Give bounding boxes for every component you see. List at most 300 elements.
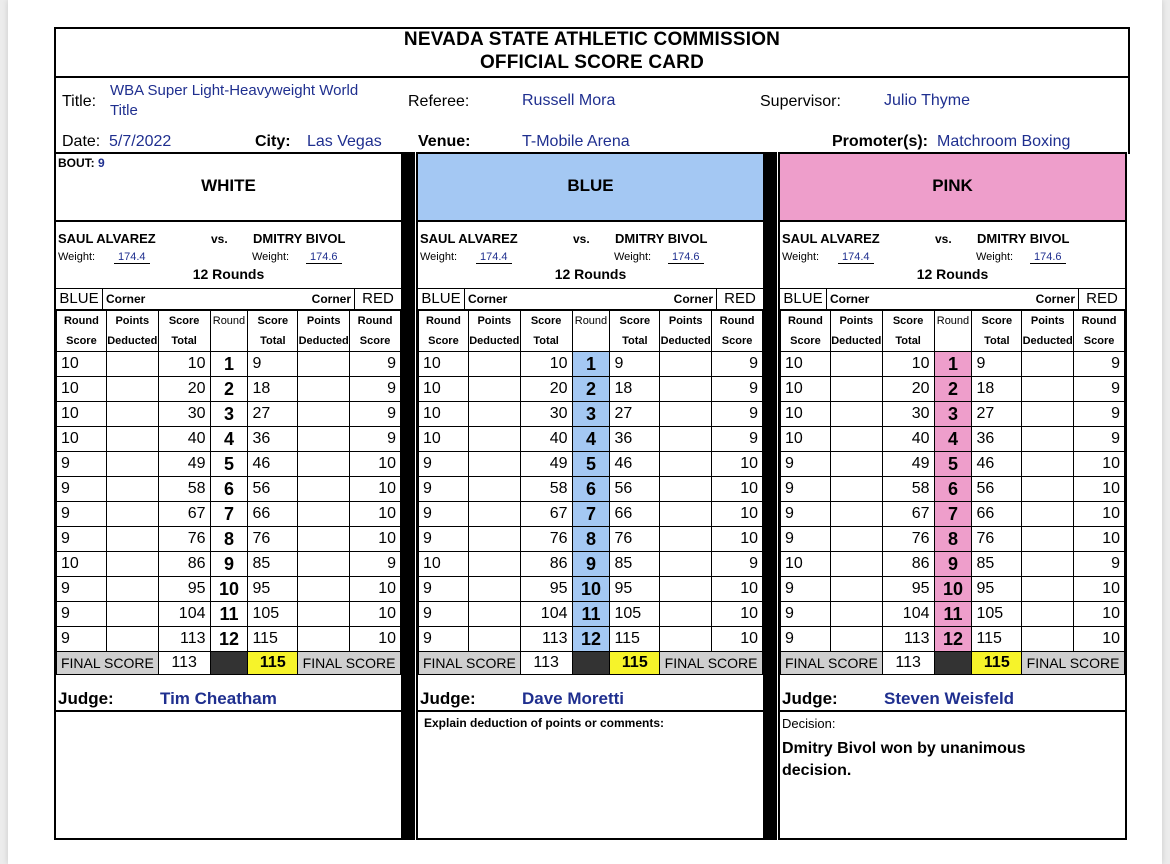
judge-name: Dave Moretti xyxy=(522,689,625,708)
red-points-deducted xyxy=(660,377,712,402)
red-points-deducted xyxy=(1022,477,1074,502)
blue-round-score: 10 xyxy=(781,352,831,377)
red-points-deducted xyxy=(1022,552,1074,577)
final-score-blue: 113 xyxy=(520,652,572,675)
red-round-score: 9 xyxy=(712,427,763,452)
color-name: PINK xyxy=(932,176,973,195)
round-number: 5 xyxy=(934,452,972,477)
supervisor-value: Julio Thyme xyxy=(884,92,970,109)
red-score-total: 105 xyxy=(610,602,660,627)
blue-corner-label: BLUE xyxy=(780,289,827,309)
round-row xyxy=(419,352,763,377)
red-points-deducted xyxy=(660,527,712,552)
blue-score-total: 104 xyxy=(520,602,572,627)
final-score-red: 115 xyxy=(248,652,298,675)
judge-name: Tim Cheatham xyxy=(160,689,277,708)
panel-divider xyxy=(403,152,415,840)
col-head: Points xyxy=(660,311,712,332)
red-score-total: 85 xyxy=(610,552,660,577)
blue-points-deducted xyxy=(830,577,882,602)
blue-score-total: 113 xyxy=(882,627,934,652)
blue-round-score: 10 xyxy=(57,402,107,427)
venue-label: Venue: xyxy=(418,133,471,150)
final-score-red: 115 xyxy=(610,652,660,675)
col-head: Deducted xyxy=(106,331,158,352)
panel-divider xyxy=(765,152,777,840)
fight-info xyxy=(54,76,1130,154)
title-value-2: Title xyxy=(110,102,138,119)
red-round-score: 10 xyxy=(350,627,401,652)
blue-points-deducted xyxy=(106,477,158,502)
red-round-score: 9 xyxy=(1074,427,1125,452)
round-number: 9 xyxy=(210,552,248,577)
round-number: 3 xyxy=(210,402,248,427)
round-number: 8 xyxy=(934,527,972,552)
blue-score-total: 49 xyxy=(158,452,210,477)
red-score-total: 95 xyxy=(248,577,298,602)
red-points-deducted xyxy=(660,477,712,502)
blue-score-total: 10 xyxy=(520,352,572,377)
blue-points-deducted xyxy=(830,527,882,552)
fighters-row xyxy=(56,228,401,250)
blue-points-deducted xyxy=(830,627,882,652)
red-round-score: 10 xyxy=(1074,452,1125,477)
blue-round-score: 9 xyxy=(57,452,107,477)
red-points-deducted xyxy=(298,477,350,502)
col-head: Points xyxy=(298,311,350,332)
red-points-deducted xyxy=(298,352,350,377)
red-score-total: 18 xyxy=(610,377,660,402)
red-round-score: 10 xyxy=(350,527,401,552)
blue-round-score: 9 xyxy=(781,477,831,502)
city-value: Las Vegas xyxy=(307,133,382,150)
red-round-score: 10 xyxy=(712,527,763,552)
final-score-blue: 113 xyxy=(158,652,210,675)
red-score-total: 9 xyxy=(610,352,660,377)
blue-points-deducted xyxy=(468,627,520,652)
round-number: 7 xyxy=(934,502,972,527)
round-number: 2 xyxy=(210,377,248,402)
red-round-score: 9 xyxy=(1074,402,1125,427)
red-points-deducted xyxy=(660,402,712,427)
corner-word: Corner xyxy=(468,292,508,306)
round-row xyxy=(57,602,401,627)
blue-points-deducted xyxy=(106,427,158,452)
blue-score-total: 76 xyxy=(158,527,210,552)
blue-round-score: 10 xyxy=(781,552,831,577)
col-head: Total xyxy=(520,331,572,352)
date-label: Date: xyxy=(62,133,101,150)
fighters-row xyxy=(780,228,1125,250)
blue-round-score: 9 xyxy=(419,577,469,602)
red-round-score: 9 xyxy=(712,377,763,402)
col-head: Total xyxy=(158,331,210,352)
blue-score-total: 67 xyxy=(158,502,210,527)
blue-score-total: 113 xyxy=(520,627,572,652)
color-name: WHITE xyxy=(201,176,256,195)
blue-score-total: 95 xyxy=(882,577,934,602)
judge-label: Judge: xyxy=(420,689,476,708)
blue-round-score: 10 xyxy=(57,552,107,577)
blue-score-total: 10 xyxy=(882,352,934,377)
blue-round-score: 9 xyxy=(57,577,107,602)
red-score-total: 66 xyxy=(248,502,298,527)
blue-score-total: 40 xyxy=(158,427,210,452)
round-row xyxy=(419,502,763,527)
red-points-deducted xyxy=(298,552,350,577)
fighters-row xyxy=(418,228,763,250)
col-head: Total xyxy=(882,331,934,352)
commission-name: NEVADA STATE ATHLETIC COMMISSION xyxy=(403,29,781,50)
final-score-label: FINAL SCORE xyxy=(57,652,159,675)
city-label: City: xyxy=(255,133,291,150)
blue-score-total: 76 xyxy=(882,527,934,552)
red-score-total: 36 xyxy=(610,427,660,452)
blue-points-deducted xyxy=(468,552,520,577)
blue-round-score: 9 xyxy=(419,477,469,502)
round-number: 6 xyxy=(934,477,972,502)
blue-score-total: 30 xyxy=(158,402,210,427)
blue-score-total: 86 xyxy=(520,552,572,577)
blue-round-score: 9 xyxy=(57,527,107,552)
bout-number: BOUT: 9 xyxy=(58,156,105,170)
blue-round-score: 9 xyxy=(57,477,107,502)
round-number: 11 xyxy=(572,602,610,627)
blue-points-deducted xyxy=(830,602,882,627)
blue-points-deducted xyxy=(106,402,158,427)
weight-label: Weight: xyxy=(420,251,458,263)
blue-score-total: 58 xyxy=(158,477,210,502)
col-head: Points xyxy=(106,311,158,332)
blue-points-deducted xyxy=(830,377,882,402)
final-score-red: 115 xyxy=(972,652,1022,675)
blue-points-deducted xyxy=(106,602,158,627)
red-round-score: 9 xyxy=(1074,552,1125,577)
blue-score-total: 20 xyxy=(882,377,934,402)
round-number: 12 xyxy=(572,627,610,652)
blue-score-total: 104 xyxy=(158,602,210,627)
blue-round-score: 9 xyxy=(57,602,107,627)
col-head xyxy=(210,331,248,352)
blue-round-score: 10 xyxy=(781,377,831,402)
round-number: 8 xyxy=(572,527,610,552)
judge-panel-pink xyxy=(778,152,1127,840)
blue-score-total: 76 xyxy=(520,527,572,552)
col-head: Points xyxy=(468,311,520,332)
red-corner-label: RED xyxy=(716,289,763,309)
fighter-red-name: DMITRY BIVOL xyxy=(615,231,708,246)
blue-points-deducted xyxy=(468,427,520,452)
fighter-red-name: DMITRY BIVOL xyxy=(977,231,1070,246)
round-row xyxy=(781,452,1125,477)
red-points-deducted xyxy=(660,452,712,477)
blue-round-score: 9 xyxy=(781,527,831,552)
final-score-label: FINAL SCORE xyxy=(419,652,521,675)
final-score-label: FINAL SCORE xyxy=(660,652,763,675)
red-score-total: 46 xyxy=(248,452,298,477)
col-head: Round xyxy=(934,311,972,332)
blue-score-total: 86 xyxy=(882,552,934,577)
col-head: Score xyxy=(1074,331,1125,352)
blue-round-score: 9 xyxy=(57,502,107,527)
red-score-total: 115 xyxy=(610,627,660,652)
blue-round-score: 9 xyxy=(781,452,831,477)
red-round-score: 10 xyxy=(350,452,401,477)
blue-points-deducted xyxy=(468,477,520,502)
fighter-red-name: DMITRY BIVOL xyxy=(253,231,346,246)
round-number: 5 xyxy=(572,452,610,477)
red-score-total: 66 xyxy=(972,502,1022,527)
judge-name: Steven Weisfeld xyxy=(884,689,1015,708)
final-score-label: FINAL SCORE xyxy=(298,652,401,675)
vs-text: vs. xyxy=(211,232,228,246)
judge-panel-blue xyxy=(416,152,765,840)
commission-header xyxy=(54,27,1130,76)
blue-points-deducted xyxy=(830,352,882,377)
red-corner-label: RED xyxy=(1078,289,1125,309)
round-number: 12 xyxy=(210,627,248,652)
blue-round-score: 10 xyxy=(419,377,469,402)
red-points-deducted xyxy=(1022,377,1074,402)
red-score-total: 66 xyxy=(610,502,660,527)
round-number: 11 xyxy=(210,602,248,627)
color-header xyxy=(780,154,1125,222)
weight-red: 174.6 xyxy=(668,251,704,264)
red-score-total: 56 xyxy=(610,477,660,502)
col-head: Score xyxy=(419,331,469,352)
color-name: BLUE xyxy=(567,176,614,195)
weight-label: Weight: xyxy=(976,251,1014,263)
blue-score-total: 30 xyxy=(882,402,934,427)
red-points-deducted xyxy=(298,527,350,552)
title-label: Title: xyxy=(62,93,97,110)
blue-round-score: 9 xyxy=(781,502,831,527)
round-row xyxy=(57,477,401,502)
final-score-row xyxy=(419,652,763,675)
round-number: 10 xyxy=(210,577,248,602)
red-points-deducted xyxy=(298,602,350,627)
col-head: Deducted xyxy=(1022,331,1074,352)
red-score-total: 46 xyxy=(610,452,660,477)
round-number: 1 xyxy=(210,352,248,377)
round-row xyxy=(419,602,763,627)
col-head: Score xyxy=(882,311,934,332)
red-score-total: 9 xyxy=(972,352,1022,377)
blue-points-deducted xyxy=(106,502,158,527)
round-row xyxy=(57,427,401,452)
col-head: Deducted xyxy=(468,331,520,352)
color-header xyxy=(418,154,763,222)
round-row xyxy=(57,452,401,477)
fighter-blue-name: SAUL ALVAREZ xyxy=(58,231,156,246)
round-number: 3 xyxy=(572,402,610,427)
round-row xyxy=(419,452,763,477)
weight-label: Weight: xyxy=(58,251,96,263)
weight-label: Weight: xyxy=(252,251,290,263)
judge-label: Judge: xyxy=(782,689,838,708)
blue-score-total: 95 xyxy=(520,577,572,602)
col-head: Score xyxy=(158,311,210,332)
rounds-count: 12 Rounds xyxy=(192,266,265,282)
final-score-divider xyxy=(210,652,248,675)
col-head: Round xyxy=(350,311,401,332)
red-round-score: 9 xyxy=(712,352,763,377)
red-score-total: 27 xyxy=(972,402,1022,427)
red-score-total: 76 xyxy=(248,527,298,552)
round-row xyxy=(781,502,1125,527)
col-head: Deducted xyxy=(660,331,712,352)
red-score-total: 9 xyxy=(248,352,298,377)
round-row xyxy=(781,602,1125,627)
red-score-total: 85 xyxy=(972,552,1022,577)
col-head: Deducted xyxy=(830,331,882,352)
col-head: Round xyxy=(419,311,469,332)
blue-points-deducted xyxy=(468,602,520,627)
red-round-score: 9 xyxy=(350,377,401,402)
red-points-deducted xyxy=(660,427,712,452)
final-score-label: FINAL SCORE xyxy=(1022,652,1125,675)
red-points-deducted xyxy=(660,502,712,527)
round-number: 1 xyxy=(934,352,972,377)
blue-points-deducted xyxy=(106,377,158,402)
round-number: 8 xyxy=(210,527,248,552)
blue-points-deducted xyxy=(830,477,882,502)
blue-round-score: 10 xyxy=(781,427,831,452)
blue-points-deducted xyxy=(830,427,882,452)
round-row xyxy=(57,502,401,527)
col-head: Total xyxy=(610,331,660,352)
final-score-row xyxy=(781,652,1125,675)
red-round-score: 10 xyxy=(712,602,763,627)
color-header xyxy=(56,154,401,222)
blue-points-deducted xyxy=(468,452,520,477)
round-row xyxy=(419,427,763,452)
round-row xyxy=(57,402,401,427)
promoter-value: Matchroom Boxing xyxy=(937,133,1071,150)
card-title: OFFICIAL SCORE CARD xyxy=(479,52,705,73)
round-number: 4 xyxy=(934,427,972,452)
weight-blue: 174.4 xyxy=(838,251,874,264)
red-round-score: 10 xyxy=(712,452,763,477)
round-number: 2 xyxy=(572,377,610,402)
blue-score-total: 104 xyxy=(882,602,934,627)
final-score-label: FINAL SCORE xyxy=(781,652,883,675)
red-corner-label: RED xyxy=(354,289,401,309)
round-row xyxy=(781,377,1125,402)
red-score-total: 27 xyxy=(248,402,298,427)
red-score-total: 18 xyxy=(972,377,1022,402)
round-row xyxy=(781,552,1125,577)
blue-round-score: 10 xyxy=(419,552,469,577)
promoter-label: Promoter(s): xyxy=(832,133,929,150)
red-round-score: 9 xyxy=(350,427,401,452)
date-value: 5/7/2022 xyxy=(109,133,172,150)
col-head: Score xyxy=(248,311,298,332)
round-number: 3 xyxy=(934,402,972,427)
blue-round-score: 9 xyxy=(419,452,469,477)
red-points-deducted xyxy=(298,427,350,452)
round-row xyxy=(419,552,763,577)
red-points-deducted xyxy=(1022,402,1074,427)
blue-round-score: 9 xyxy=(419,502,469,527)
col-head: Total xyxy=(972,331,1022,352)
col-head: Score xyxy=(972,311,1022,332)
judge-label: Judge: xyxy=(58,689,114,708)
blue-points-deducted xyxy=(106,352,158,377)
red-round-score: 9 xyxy=(712,552,763,577)
blue-score-total: 40 xyxy=(520,427,572,452)
blue-score-total: 30 xyxy=(520,402,572,427)
round-row xyxy=(781,577,1125,602)
judge-row xyxy=(56,688,401,712)
red-points-deducted xyxy=(1022,577,1074,602)
round-row xyxy=(57,527,401,552)
final-score-blue: 113 xyxy=(882,652,934,675)
blue-round-score: 9 xyxy=(419,527,469,552)
blue-points-deducted xyxy=(106,527,158,552)
red-points-deducted xyxy=(1022,627,1074,652)
corner-row xyxy=(418,288,763,310)
weight-label: Weight: xyxy=(782,251,820,263)
vs-text: vs. xyxy=(573,232,590,246)
blue-round-score: 10 xyxy=(419,402,469,427)
blue-score-total: 10 xyxy=(158,352,210,377)
red-round-score: 10 xyxy=(350,477,401,502)
round-row xyxy=(781,352,1125,377)
corner-word: Corner xyxy=(1035,292,1075,306)
blue-points-deducted xyxy=(830,552,882,577)
round-number: 4 xyxy=(572,427,610,452)
red-score-total: 105 xyxy=(248,602,298,627)
corner-word: Corner xyxy=(830,292,870,306)
red-score-total: 95 xyxy=(972,577,1022,602)
blue-round-score: 10 xyxy=(419,427,469,452)
corner-word: Corner xyxy=(673,292,713,306)
blue-round-score: 9 xyxy=(419,602,469,627)
col-head: Total xyxy=(248,331,298,352)
round-row xyxy=(781,477,1125,502)
blue-score-total: 67 xyxy=(882,502,934,527)
blue-score-total: 58 xyxy=(882,477,934,502)
red-score-total: 36 xyxy=(248,427,298,452)
red-round-score: 10 xyxy=(712,577,763,602)
vs-text: vs. xyxy=(935,232,952,246)
col-head: Round xyxy=(712,311,763,332)
round-row xyxy=(419,377,763,402)
round-row xyxy=(419,527,763,552)
red-points-deducted xyxy=(1022,427,1074,452)
round-number: 10 xyxy=(572,577,610,602)
round-row xyxy=(57,577,401,602)
red-round-score: 10 xyxy=(1074,477,1125,502)
blue-points-deducted xyxy=(106,577,158,602)
judge-row xyxy=(780,688,1125,712)
round-number: 9 xyxy=(572,552,610,577)
blue-points-deducted xyxy=(106,627,158,652)
red-round-score: 10 xyxy=(712,502,763,527)
red-points-deducted xyxy=(660,602,712,627)
red-round-score: 9 xyxy=(350,402,401,427)
round-row xyxy=(781,627,1125,652)
round-row xyxy=(57,377,401,402)
red-points-deducted xyxy=(298,377,350,402)
red-round-score: 10 xyxy=(350,502,401,527)
red-points-deducted xyxy=(298,452,350,477)
judge-row xyxy=(418,688,763,712)
col-head: Round xyxy=(210,311,248,332)
round-number: 6 xyxy=(572,477,610,502)
red-score-total: 76 xyxy=(972,527,1022,552)
